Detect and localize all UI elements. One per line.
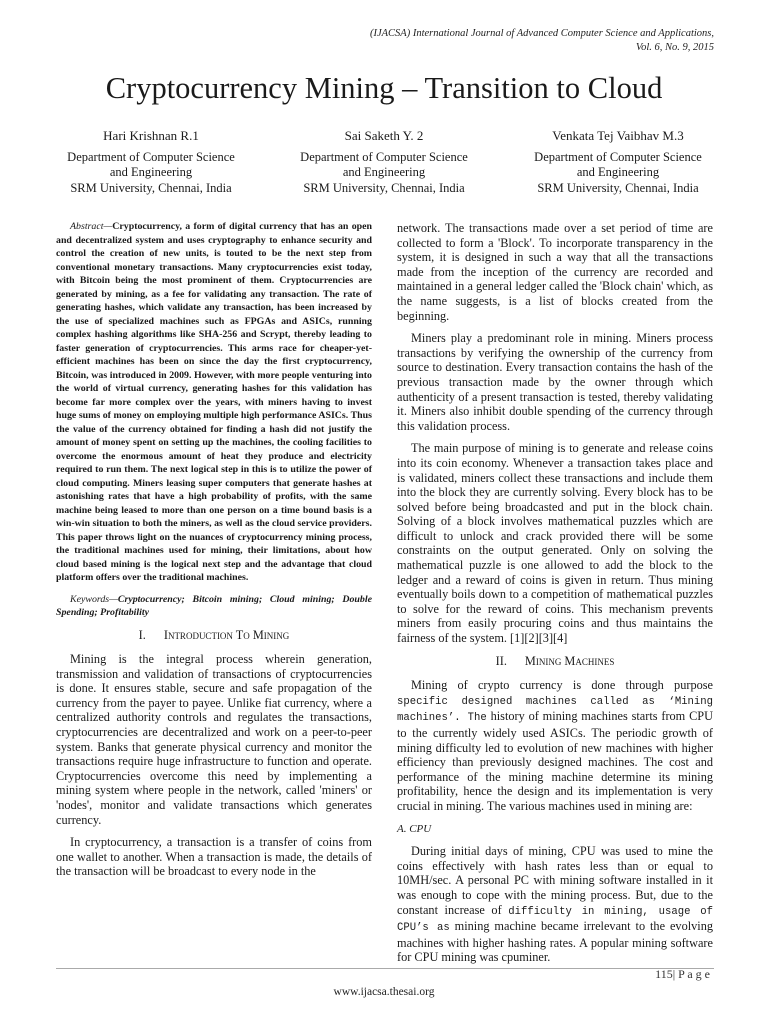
author-department: Department of Computer Science (534, 149, 702, 164)
author-university: SRM University, Chennai, India (303, 180, 465, 195)
cpu-text-a: During initial days of mining, CPU was used to mine the coins effectively with hash rates less than or equal to 10MH/sec. A personal PC with mining software installed in it was enough to cope with the mining process. But, due to the constant increase of (397, 844, 713, 917)
author-department-cont: and Engineering (576, 165, 660, 180)
section-heading-introduction (56, 628, 372, 643)
section-number: I. (138, 627, 146, 642)
author-name: Venkata Tej Vaibhav M.3 (552, 128, 684, 143)
author-department: Department of Computer Science (67, 149, 235, 164)
author-university: SRM University, Chennai, India (70, 180, 232, 195)
author-block-1 (41, 128, 261, 196)
author-university: SRM University, Chennai, India (537, 180, 699, 195)
section-title: Mining Machines (524, 653, 615, 668)
abstract-text: Cryptocurrency, a form of digital currency that has an open and decentralized system and uses cryptography to enhance security and control the creation of new units, is touted to be the next step from conventional monetary transactions. Many cryptocurrencies exist today, with Bitcoin being the most prominent of them. Cryptocurrencies are generated by mining, as a fee for validating any transaction. The rate of generating hashes, which validate any transaction, has been increased by the use of specialized machines such as FPGAs and ASICs, running complex hashing algorithms like SHA-256 and Scrypt, thereby leading to faster generation of cryptocurrencies. This arms race for cheaper-yet-efficient machines has been on since the day the first cryptocurrency, Bitcoin, was introduced in 2009. However, with more people venturing into the world of virtual currency, generating hashes for this validation has become far more complex over the years, with miners having to invest huge sums of money on employing multiple high performance ASICs. Thus the value of the currency obtained for finding a hash did not justify the amount of money spent on setting up the machines, the cooling facilities to overcome the enormous amount of heat they produce and electricity required to run them. The next logical step in this is to utilize the power of cloud computing. Miners leasing super computers that generate hashes at astonishing rates that have a high probability of profits, with the same machine being leased to more than one person on a time bound basis is a win-win situation to both the miners, as well as the cloud service providers. This paper throws light on the nuances of cryptocurrency mining process, the traditional machines used for mining, their limitations, about how cloud based mining is the logical next step and the advantage that cloud platform offers over the traditional machines. (56, 221, 372, 583)
page-label: | P a g e (672, 967, 710, 981)
keywords-text: Cryptocurrency; Bitcoin mining; Cloud mining; Double Spending; Profitability (56, 593, 372, 618)
author-name: Sai Saketh Y. 2 (344, 128, 424, 143)
abstract-label: Abstract— (70, 221, 113, 232)
author-block-3 (508, 128, 728, 196)
cpu-text-mono: difficulty in mining, usage of CPU’s as (397, 905, 714, 935)
footer-divider (56, 968, 714, 969)
intro-paragraph-2-continued: network. The transactions made over a set period of time are collected to form a 'Block'. To incorporate transparency in the system, it is designed in such a way that all the transactions made from the inception of the currency are recorded and maintained in a general ledger called the 'Block chain' which, as the name suggests, is a list of blocks created from the beginning. (397, 221, 713, 323)
machines-text-mono: specific designed machines called as ‘Mining machines’. The (397, 695, 713, 725)
author-department-cont: and Engineering (109, 165, 193, 180)
author-name: Hari Krishnan R.1 (103, 128, 199, 143)
intro-paragraph-4: The main purpose of mining is to generate and release coins into its coin economy. Whenever a transaction takes place and is validated, miners collect these transactions and include them into the block they are currently solving. Every block has to be solved before being broadcasted and put in the block chain. Solving of a block involves mathematical puzzles which are difficult to unlock and crack provided there will be some constraints on the output generated. Only on solving the mathematical puzzle is one allowed to add the block to the ledger and a reward of coins is given in return. Thus mining eventually boils down to a competition of mathematical puzzles to solve for the reward of coins. This mechanism prevents miners from easily procuring coins and thus maintains the fairness of the system. [1][2][3][4] (397, 441, 713, 646)
keywords-label: Keywords— (70, 593, 118, 605)
section-number: II. (495, 653, 507, 668)
journal-name: (IJACSA) International Journal of Advanced Computer Science and Applications, (369, 28, 714, 39)
cpu-text-b: mining machine became irrelevant to the evolving machines with higher hashing rates. A popular mining software for CPU mining was cpuminer. (397, 919, 714, 965)
journal-header (370, 27, 714, 55)
keywords (56, 593, 372, 620)
machines-text-a: Mining of crypto currency is done through purpose (411, 678, 713, 693)
machines-paragraph-1 (397, 678, 713, 813)
intro-paragraph-1: Mining is the integral process wherein generation, transmission and validation of transactions of cryptocurrencies is done. It ensures stable, secure and safe propagation of the currency from the payer to payee. Unlike fiat currency, where a centralized authority controls and regulates the transactions, cryptocurrencies are decentralized and work on a peer-to-peer system. Banks that generate physical currency and monitor the transactions require huge infrastructure to function and operate. Cryptocurrencies overcome this need by implementing a mining system where people in the network, called 'miners' or 'nodes', monitor and validate transactions which generates currency. (56, 652, 372, 827)
abstract (56, 220, 372, 585)
subsection-heading-cpu: A. CPU (397, 822, 432, 835)
intro-paragraph-2: In cryptocurrency, a transaction is a transfer of coins from one wallet to another. When a transaction is made, the details of the transaction will be broadcast to every node in the (56, 835, 372, 879)
right-column (397, 221, 713, 973)
machines-text-b: history of mining machines starts from CPU to the currently widely used ASICs. The periodic growth of mining difficulty led to evolution of new machines with higher efficiency than previously designed machines. The cost and performance of the mining machine determine its mining profitability, hence the design and its implementation is very crucial in mining. The various machines used in mining are: (397, 709, 713, 813)
section-heading-mining-machines (397, 654, 713, 669)
journal-volume: Vol. 6, No. 9, 2015 (635, 42, 714, 53)
left-column (56, 220, 372, 887)
author-block-2 (274, 128, 494, 196)
page-number-value: 115 (655, 967, 673, 981)
author-department: Department of Computer Science (300, 149, 468, 164)
intro-paragraph-3: Miners play a predominant role in mining. Miners process transactions by verifying the ownership of the currency from source to destination. Every transaction contains the hash of the previous transaction made by the owner through which authenticity of a present transaction is tested, thereby validating it. Miners also inhibit double spending of the currency through this validation process. (397, 331, 713, 433)
page-number (655, 967, 710, 982)
footer-url[interactable]: www.ijacsa.thesai.org (333, 986, 435, 998)
section-title: Introduction To Mining (163, 627, 290, 642)
paper-title: Cryptocurrency Mining – Transition to Cloud (105, 71, 663, 105)
author-department-cont: and Engineering (342, 165, 426, 180)
cpu-paragraph (397, 844, 713, 965)
